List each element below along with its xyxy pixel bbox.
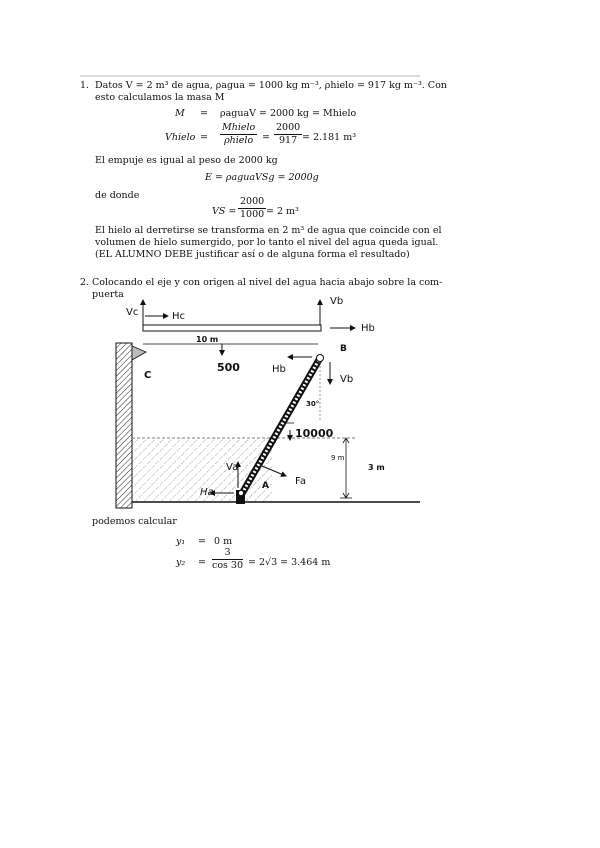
label-vb: Vb: [340, 374, 354, 385]
podemos-calcular: podemos calcular: [92, 516, 177, 527]
eq1-rhs: ρaguaV = 2000 kg = Mhielo: [220, 108, 357, 119]
label-va: Va: [226, 462, 239, 473]
problem2-intro-line1: Colocando el eje y con origen al nivel del agua hacia abajo sobre la com-: [92, 277, 443, 288]
eq4-result: = 2 m³: [266, 206, 299, 217]
y2-den: cos 30: [212, 560, 244, 571]
y1-lhs: y₁: [176, 536, 186, 547]
de-donde: de donde: [95, 190, 140, 201]
eq3: E = ρaguaVSg = 2000g: [205, 172, 319, 183]
y2-result: = 2√3 = 3.464 m: [248, 557, 331, 568]
label-3m: 3 m: [368, 463, 385, 472]
problem1-intro-line2: esto calculamos la masa M: [95, 92, 225, 103]
eq2-frac2-num: 2000: [276, 122, 301, 133]
problem1-intro-line1: Datos V = 2 m³ de agua, ρagua = 1000 kg m⁻³, ρhielo = 917 kg m⁻³. Con: [95, 80, 447, 91]
label-30: 30°: [306, 400, 320, 408]
label-fa: Fa: [295, 476, 306, 487]
label-500: 500: [217, 361, 240, 374]
eq4-lhs: VS =: [212, 206, 237, 217]
problem2-number: 2.: [80, 277, 90, 288]
eq1-equals: =: [200, 108, 208, 119]
y2-lhs: y₂: [176, 557, 186, 568]
wall-hatch: [116, 343, 132, 508]
eq2-equals: =: [200, 132, 208, 143]
eq2-result: = 2.181 m³: [302, 132, 357, 143]
eq2-frac2-den: 917: [279, 135, 298, 146]
eq2-frac1-den: ρhielo: [224, 135, 254, 146]
y2-num: 3: [212, 547, 243, 560]
label-10000: 10000: [295, 427, 334, 440]
y2-fraction: [212, 547, 243, 572]
free-body-beam: [143, 325, 321, 331]
conclusion-line2: volumen de hielo sumergido, por lo tanto el nivel del agua queda igual.: [95, 237, 439, 248]
conclusion-line1: El hielo al derretirse se transforma en 2 m³ de agua que coincide con el: [95, 225, 442, 236]
label-c: C: [144, 370, 152, 381]
hinge-a: [239, 491, 244, 496]
hinge-b: [317, 355, 324, 362]
label-a: A: [262, 481, 269, 491]
empuje-text: El empuje es igual al peso de 2000 kg: [95, 155, 278, 166]
eq4-num: 2000: [240, 196, 265, 207]
eq2-frac1-num: Mhielo: [222, 122, 256, 133]
label-hb: Hb: [272, 364, 286, 375]
eq4-den: 1000: [240, 209, 265, 220]
problem2-intro-line2: puerta: [92, 289, 124, 300]
eq2-lhs: Vhielo: [165, 132, 196, 143]
label-hc-top: Hc: [172, 311, 186, 322]
label-vc: Vc: [126, 307, 139, 318]
hinge-c: [132, 346, 146, 360]
y1-equals: =: [198, 536, 206, 547]
label-9m: 9 m: [331, 454, 345, 462]
label-10m: 10 m: [196, 335, 219, 344]
y2-equals: =: [198, 557, 206, 568]
problem1-number: 1.: [80, 80, 90, 91]
y1-rhs: 0 m: [214, 536, 233, 547]
conclusion-line3: (EL ALUMNO DEBE justificar así o de alguna forma el resultado): [95, 249, 410, 260]
label-b: B: [340, 344, 347, 354]
label-hb-top: Hb: [361, 323, 375, 334]
eq2-equals2: =: [262, 132, 270, 143]
label-vb-top: Vb: [330, 296, 344, 307]
eq1-lhs: M: [175, 108, 185, 119]
label-ha: Ha: [200, 487, 214, 498]
